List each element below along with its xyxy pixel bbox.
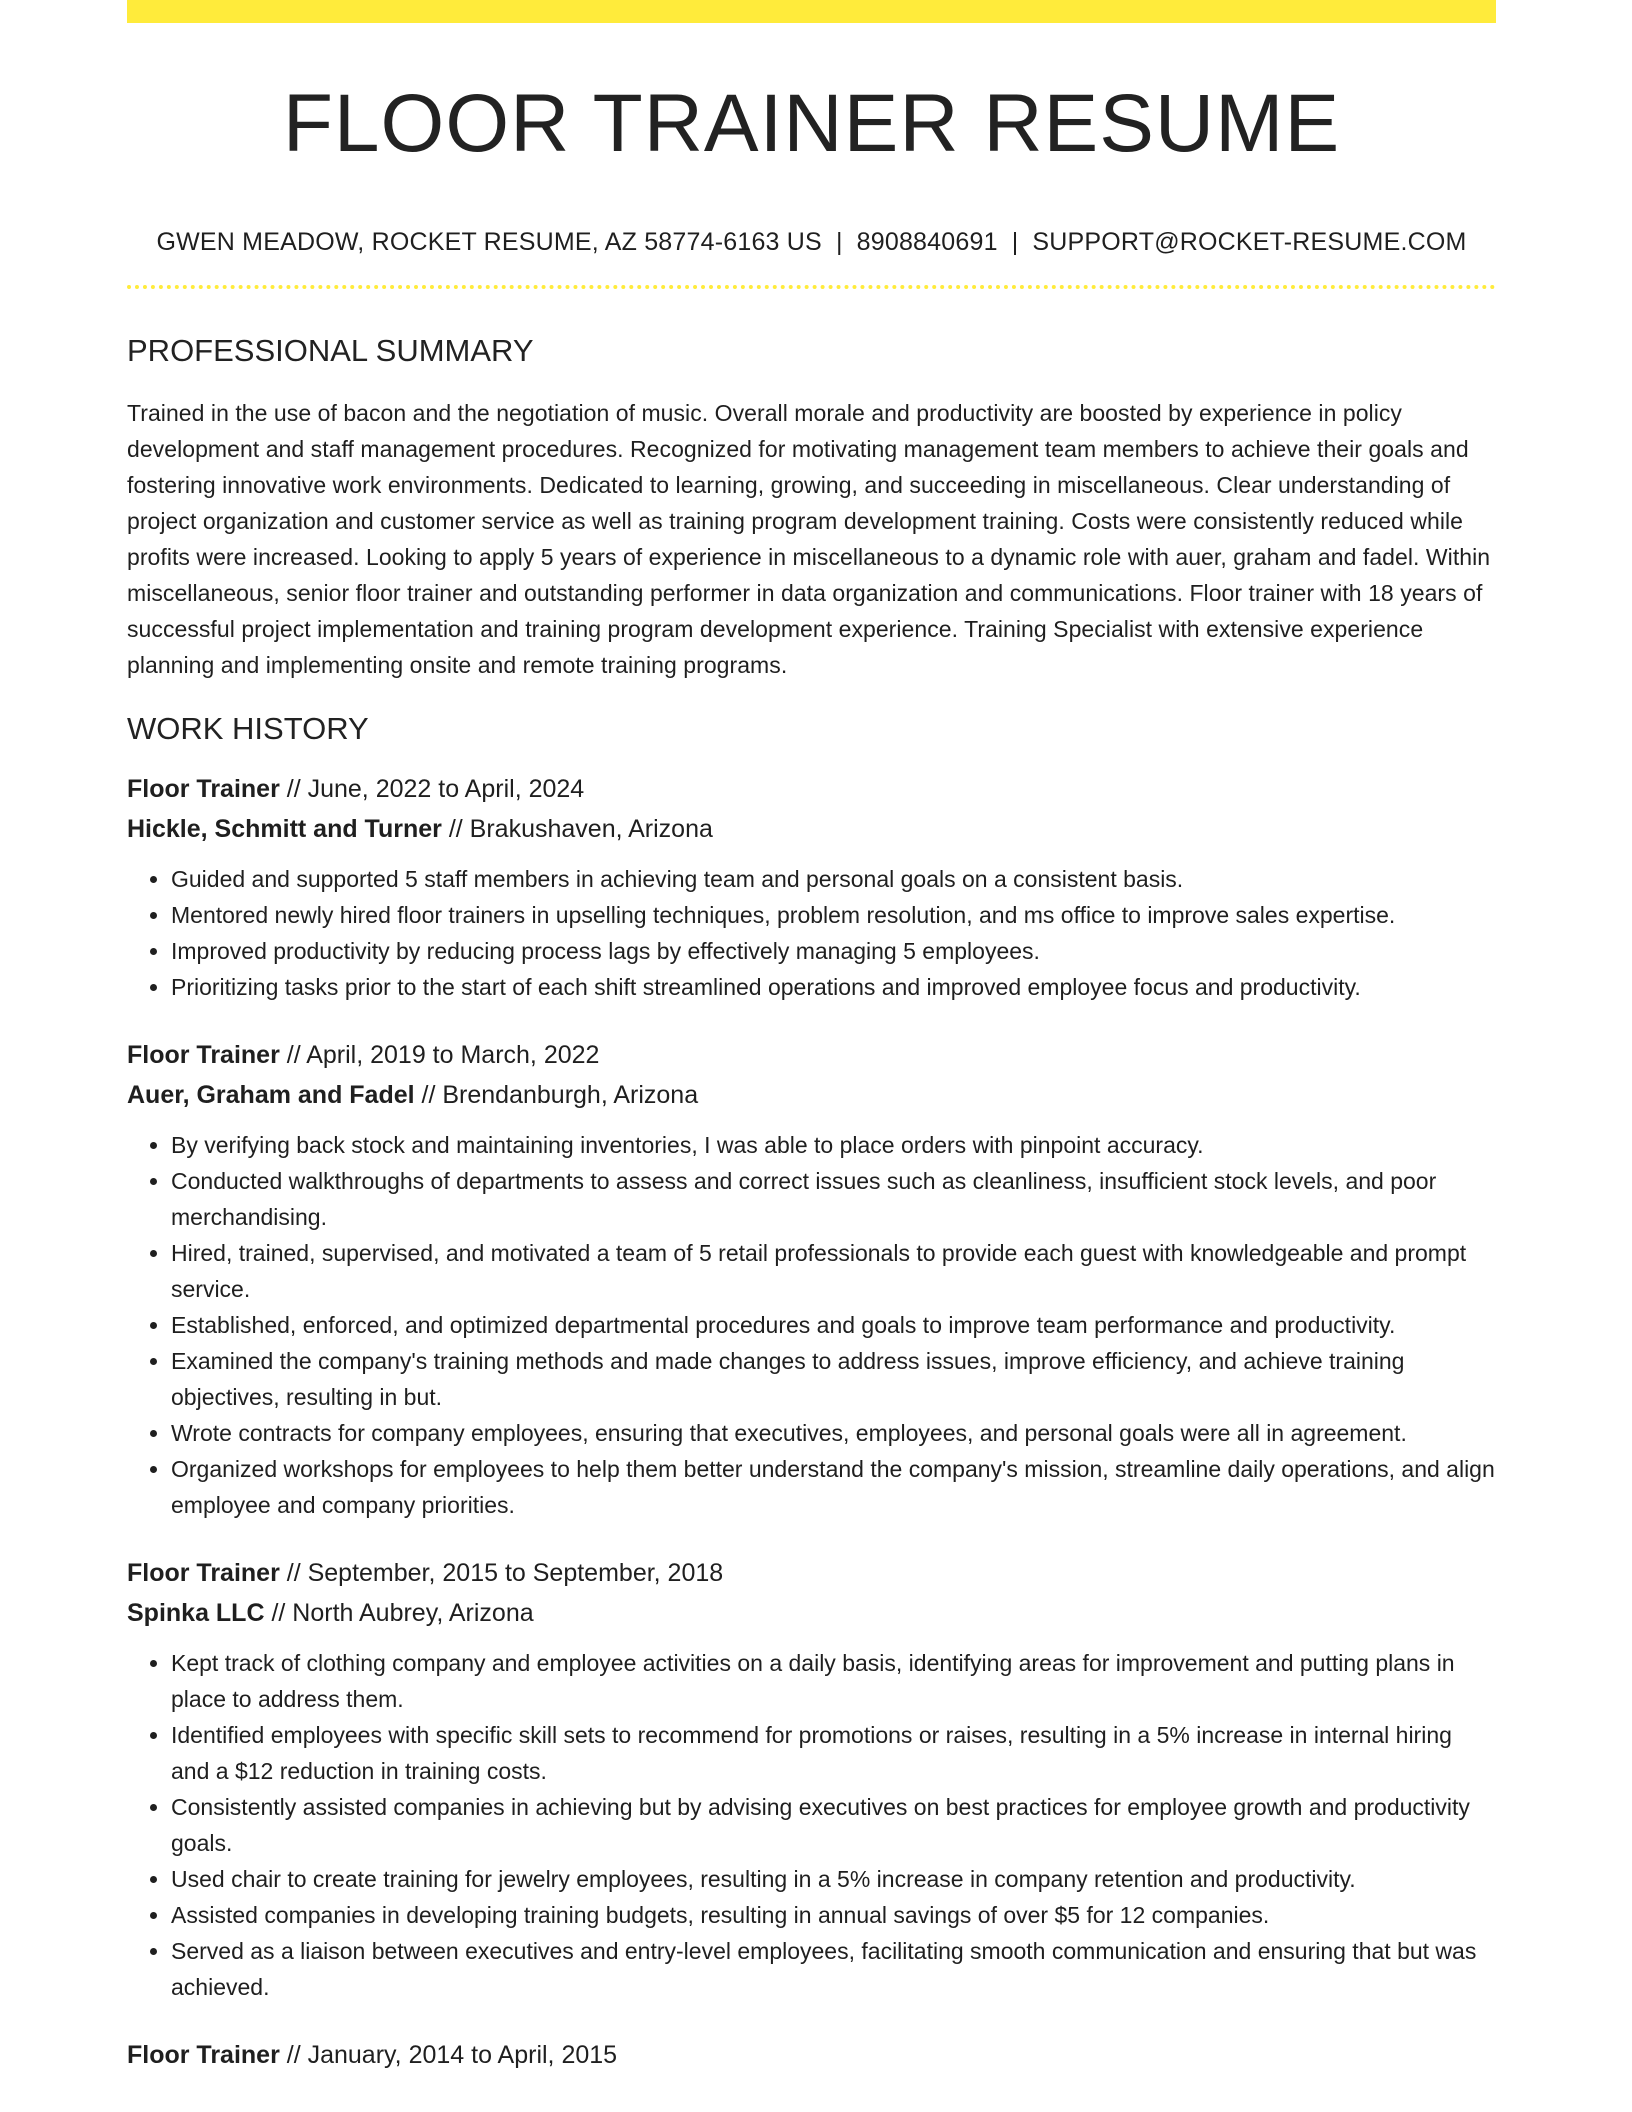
job-title: Floor Trainer — [127, 1041, 280, 1069]
job-bullet: • Examined the company's training methods and made changes to address issues, improve efficiency, and achieve training objectives, resulting in but. — [171, 1343, 1496, 1415]
job-bullet: • Improved productivity by reducing process lags by effectively managing 5 employees. — [171, 933, 1496, 969]
job-title: Floor Trainer — [127, 1559, 280, 1587]
job-dates: // September, 2015 to September, 2018 — [279, 1559, 724, 1587]
job-title: Floor Trainer — [127, 2041, 280, 2069]
summary-text: Trained in the use of bacon and the negotiation of music. Overall morale and productivity are boosted by experience in policy development and staff management procedures. Recognized for motivating management team members to achieve their goals and fostering innovative work environments. Dedicated to learning, growing, and succeeding in miscellaneous. Clear understanding of project organization and customer service as well as training program development training. Costs were consistently reduced while profits were increased. Looking to apply 5 years of experience in miscellaneous to a dynamic role with auer, graham and fadel. Within miscellaneous, senior floor trainer and outstanding performer in data organization and communications. Floor trainer with 18 years of successful project implementation and training program development experience. Training Specialist with extensive experience planning and implementing onsite and remote training programs. — [127, 400, 1491, 678]
job-bullet: • Wrote contracts for company employees, ensuring that executives, employees, and personal goals were all in agreement. — [171, 1415, 1496, 1451]
job-bullet: • Used chair to create training for jewelry employees, resulting in a 5% increase in company retention and productivity. — [171, 1861, 1496, 1897]
job-bullet: • Assisted companies in developing training budgets, resulting in annual savings of over $5 for 12 companies. — [171, 1897, 1496, 1933]
job-company-line — [127, 1593, 1496, 1633]
contact-separator: | — [835, 228, 843, 256]
resume-page — [127, 0, 1496, 2075]
job-dates: // April, 2019 to March, 2022 — [279, 1041, 600, 1069]
work-history-heading: WORK HISTORY — [127, 711, 369, 746]
job-bullet: • Established, enforced, and optimized departmental procedures and goals to improve team performance and productivity. — [171, 1307, 1496, 1343]
job-title-line — [127, 769, 1496, 809]
job-dates: // January, 2014 to April, 2015 — [279, 2041, 618, 2069]
job-bullet: • Consistently assisted companies in achieving but by advising executives on best practices for employee growth and productivity goals. — [171, 1789, 1496, 1861]
job-title: Floor Trainer — [127, 775, 280, 803]
top-accent-bar — [127, 0, 1496, 23]
job-bullet: • By verifying back stock and maintaining inventories, I was able to place orders with pinpoint accuracy. — [171, 1127, 1496, 1163]
job-bullet: • Organized workshops for employees to help them better understand the company's mission, streamline daily operations, and align employee and company priorities. — [171, 1451, 1496, 1523]
job-company-line — [127, 809, 1496, 849]
job-entry — [127, 1553, 1496, 2005]
dotted-divider — [127, 285, 1496, 289]
summary-heading: PROFESSIONAL SUMMARY — [127, 333, 534, 368]
contact-line — [127, 227, 1496, 257]
contact-phone: 8908840691 — [856, 228, 998, 256]
job-bullet: • Mentored newly hired floor trainers in upselling techniques, problem resolution, and ms office to improve sales expertise. — [171, 897, 1496, 933]
job-bullet: • Identified employees with specific skill sets to recommend for promotions or raises, resulting in a 5% increase in internal hiring and a $12 reduction in training costs. — [171, 1717, 1496, 1789]
job-entry — [127, 769, 1496, 1005]
contact-email: SUPPORT@ROCKET-RESUME.COM — [1032, 228, 1467, 256]
job-company: Spinka LLC — [127, 1599, 265, 1627]
job-entry — [127, 2035, 1496, 2075]
job-company: Auer, Graham and Fadel — [127, 1081, 415, 1109]
job-bullet: • Guided and supported 5 staff members in achieving team and personal goals on a consistent basis. — [171, 861, 1496, 897]
resume-title: FLOOR TRAINER RESUME — [282, 78, 1341, 169]
job-bullets — [127, 1127, 1496, 1523]
job-title-line — [127, 1553, 1496, 1593]
job-title-line — [127, 1035, 1496, 1075]
job-title-line — [127, 2035, 1496, 2075]
job-bullet: • Hired, trained, supervised, and motivated a team of 5 retail professionals to provide each guest with knowledgeable and prompt service. — [171, 1235, 1496, 1307]
job-bullets — [127, 1645, 1496, 2005]
job-bullet: • Conducted walkthroughs of departments to assess and correct issues such as cleanliness, insufficient stock levels, and poor merchandising. — [171, 1163, 1496, 1235]
job-company: Hickle, Schmitt and Turner — [127, 815, 442, 843]
job-location: // Brakushaven, Arizona — [441, 815, 713, 843]
job-bullet: • Kept track of clothing company and employee activities on a daily basis, identifying areas for improvement and putting plans in place to address them. — [171, 1645, 1496, 1717]
contact-address: GWEN MEADOW, ROCKET RESUME, AZ 58774-6163 US — [156, 228, 822, 256]
job-location: // Brendanburgh, Arizona — [414, 1081, 699, 1109]
job-bullet: • Prioritizing tasks prior to the start of each shift streamlined operations and improved employee focus and productivity. — [171, 969, 1496, 1005]
job-location: // North Aubrey, Arizona — [264, 1599, 534, 1627]
job-bullet: • Served as a liaison between executives and entry-level employees, facilitating smooth communication and ensuring that but was achieved. — [171, 1933, 1496, 2005]
job-dates: // June, 2022 to April, 2024 — [279, 775, 585, 803]
job-bullets — [127, 861, 1496, 1005]
job-company-line — [127, 1075, 1496, 1115]
contact-separator: | — [1011, 228, 1019, 256]
job-entry — [127, 1035, 1496, 1523]
